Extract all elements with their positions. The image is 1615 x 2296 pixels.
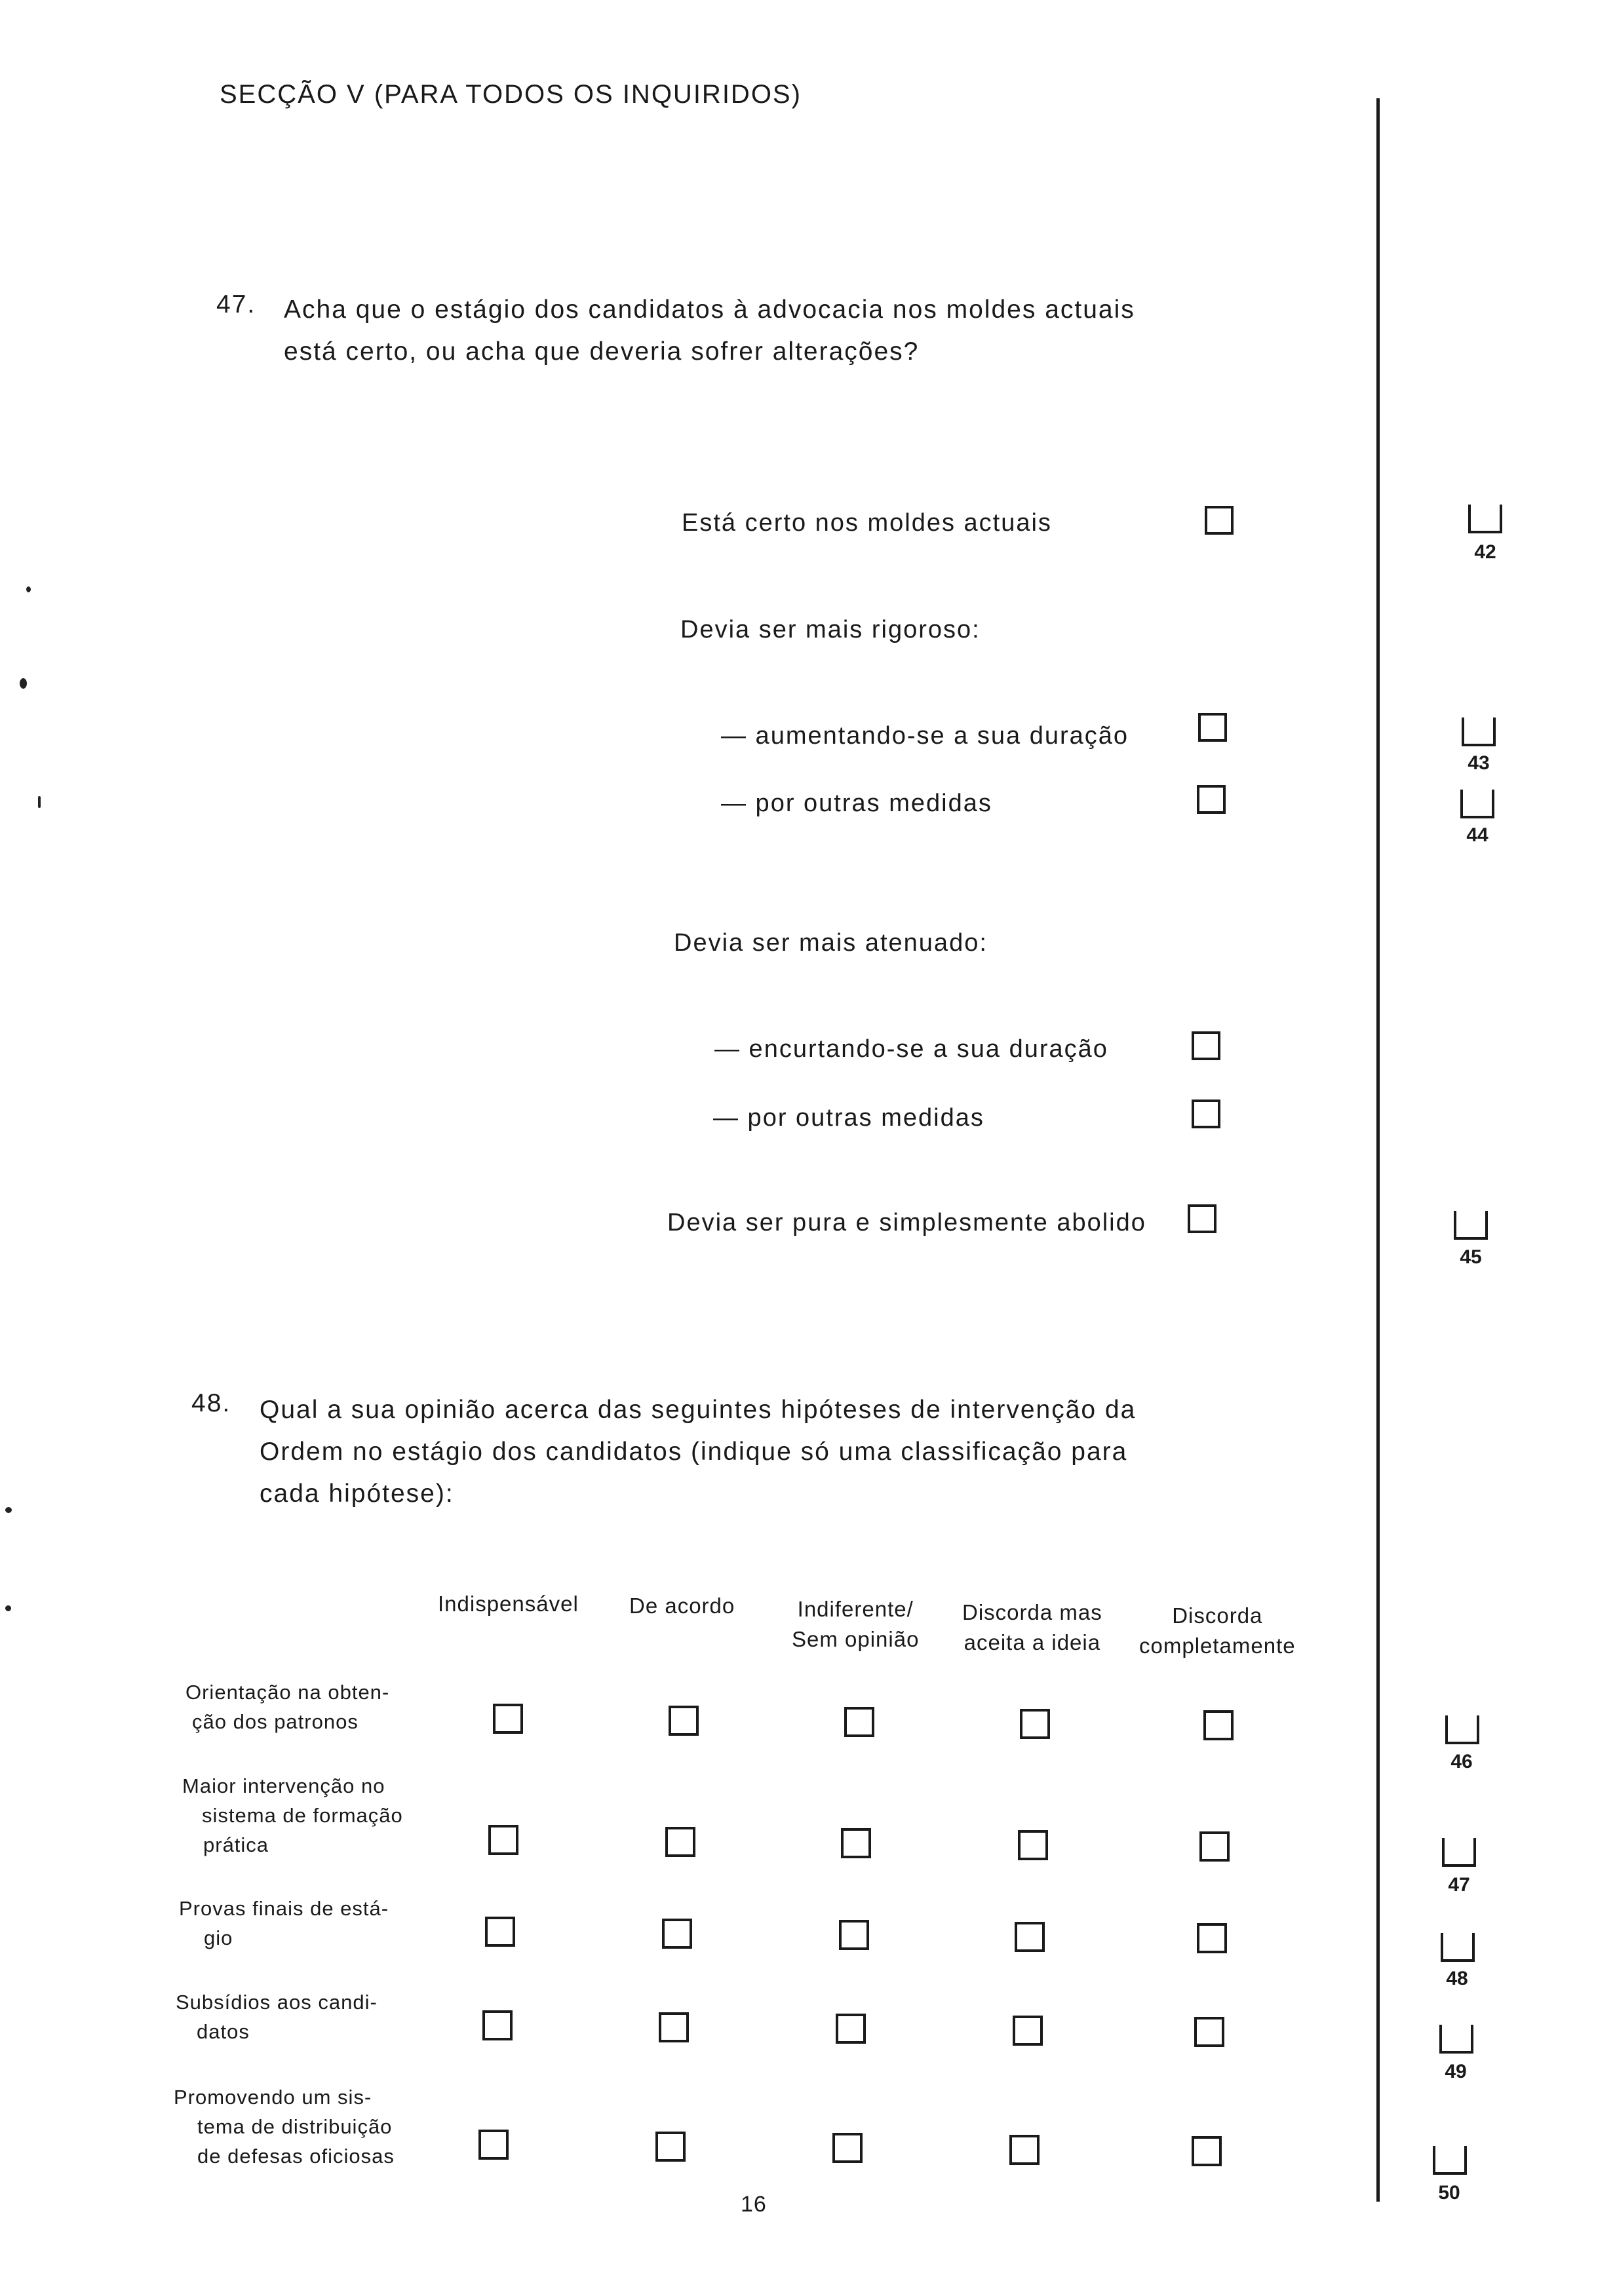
header-discorda-completamente-line1: Discorda xyxy=(1172,1603,1263,1628)
row-label-intervencao-line2: sistema de formação xyxy=(202,1804,403,1827)
row-label-orientacao-line2: ção dos patronos xyxy=(192,1710,359,1733)
checkbox-subsidios-discorda-mas[interactable] xyxy=(1013,2016,1043,2046)
header-de-acordo: De acordo xyxy=(629,1594,735,1618)
code-number-49: 49 xyxy=(1445,2061,1467,2082)
row-label-promovendo-line1: Promovendo um sis- xyxy=(174,2086,372,2109)
header-discorda-mas-line2: aceita a ideia xyxy=(963,1630,1101,1655)
row-label-intervencao xyxy=(182,1771,403,1860)
row-label-promovendo-line3: de defesas oficiosas xyxy=(197,2145,395,2168)
page-number: 16 xyxy=(741,2192,767,2217)
scan-speck xyxy=(26,586,31,592)
checkbox-promovendo-discorda-mas[interactable] xyxy=(1009,2135,1040,2165)
row-label-intervencao-line1: Maior intervenção no xyxy=(182,1774,385,1797)
q47-option-abolido-checkbox[interactable] xyxy=(1188,1204,1216,1233)
checkbox-intervencao-discorda-completamente[interactable] xyxy=(1199,1831,1230,1862)
code-number-43: 43 xyxy=(1468,752,1490,774)
code-box-43 xyxy=(1462,718,1496,746)
header-discorda-completamente xyxy=(1139,1601,1296,1661)
q48-text-line2: Ordem no estágio dos candidatos (indique só uma classificação para xyxy=(260,1438,1128,1466)
q47-option-encurtando-label: — encurtando-se a sua duração xyxy=(714,1035,1108,1063)
checkbox-orientacao-discorda-completamente[interactable] xyxy=(1203,1710,1234,1740)
q48-number: 48. xyxy=(191,1389,231,1417)
checkbox-subsidios-de-acordo[interactable] xyxy=(659,2012,689,2042)
checkbox-subsidios-discorda-completamente[interactable] xyxy=(1194,2017,1224,2047)
code-box-49 xyxy=(1439,2025,1473,2054)
checkbox-provas-indiferente[interactable] xyxy=(839,1920,869,1950)
checkbox-provas-discorda-mas[interactable] xyxy=(1015,1922,1045,1952)
scan-speck xyxy=(5,1605,11,1611)
section-title: SECÇÃO V (PARA TODOS OS INQUIRIDOS) xyxy=(220,80,802,109)
code-number-45: 45 xyxy=(1460,1246,1482,1268)
checkbox-intervencao-indiferente[interactable] xyxy=(841,1828,871,1858)
scan-speck xyxy=(38,796,41,808)
q48-text-line3: cada hipótese): xyxy=(260,1480,454,1508)
row-label-provas-line2: gio xyxy=(204,1926,233,1949)
row-label-provas-line1: Provas finais de está- xyxy=(179,1897,389,1920)
checkbox-promovendo-discorda-completamente[interactable] xyxy=(1192,2136,1222,2166)
row-label-subsidios xyxy=(176,1987,378,2046)
row-label-intervencao-line3: prática xyxy=(203,1833,269,1856)
code-number-50: 50 xyxy=(1438,2182,1460,2204)
q47-option-certo-checkbox[interactable] xyxy=(1205,506,1234,535)
checkbox-subsidios-indiferente[interactable] xyxy=(836,2014,866,2044)
q47-option-outras2-checkbox[interactable] xyxy=(1192,1100,1220,1128)
q48-text-line1: Qual a sua opinião acerca das seguintes hipóteses de intervenção da xyxy=(260,1396,1137,1424)
scan-speck xyxy=(20,678,27,689)
code-box-45 xyxy=(1454,1211,1488,1240)
q47-option-aumentando-label: — aumentando-se a sua duração xyxy=(721,722,1129,750)
header-discorda-mas xyxy=(962,1598,1102,1658)
scan-speck xyxy=(5,1507,12,1513)
code-number-42: 42 xyxy=(1474,541,1496,563)
row-label-provas xyxy=(179,1894,389,1953)
q47-option-certo-label: Está certo nos moldes actuais xyxy=(682,509,1052,537)
code-number-44: 44 xyxy=(1466,824,1489,846)
checkbox-intervencao-discorda-mas[interactable] xyxy=(1018,1830,1048,1860)
code-box-47 xyxy=(1442,1838,1476,1867)
checkbox-provas-discorda-completamente[interactable] xyxy=(1197,1923,1227,1953)
q47-option-outras1-label: — por outras medidas xyxy=(721,790,992,817)
header-indiferente xyxy=(792,1594,919,1655)
code-box-44 xyxy=(1460,790,1494,818)
header-indiferente-line2: Sem opinião xyxy=(792,1627,920,1651)
checkbox-intervencao-indispensavel[interactable] xyxy=(488,1825,518,1855)
checkbox-promovendo-indiferente[interactable] xyxy=(832,2133,863,2163)
row-label-subsidios-line1: Subsídios aos candi- xyxy=(176,1991,378,2014)
header-indispensavel: Indispensável xyxy=(438,1592,579,1616)
checkbox-subsidios-indispensavel[interactable] xyxy=(482,2010,513,2040)
q47-option-aumentando-checkbox[interactable] xyxy=(1198,713,1227,742)
q47-option-abolido-label: Devia ser pura e simplesmente abolido xyxy=(667,1209,1146,1236)
q47-text-line1: Acha que o estágio dos candidatos à advocacia nos moldes actuais xyxy=(284,296,1135,324)
checkbox-provas-indispensavel[interactable] xyxy=(485,1917,515,1947)
header-discorda-completamente-line2: completamente xyxy=(1139,1634,1296,1658)
code-number-47: 47 xyxy=(1448,1874,1470,1896)
q47-number: 47. xyxy=(216,290,256,318)
checkbox-orientacao-discorda-mas[interactable] xyxy=(1020,1709,1050,1739)
checkbox-orientacao-indispensavel[interactable] xyxy=(493,1704,523,1734)
checkbox-promovendo-de-acordo[interactable] xyxy=(655,2132,686,2162)
q47-option-outras2-label: — por outras medidas xyxy=(713,1104,984,1132)
checkbox-orientacao-de-acordo[interactable] xyxy=(669,1706,699,1736)
checkbox-provas-de-acordo[interactable] xyxy=(662,1919,692,1949)
checkbox-intervencao-de-acordo[interactable] xyxy=(665,1827,695,1857)
row-label-orientacao xyxy=(185,1677,389,1736)
code-number-46: 46 xyxy=(1450,1751,1473,1772)
q47-atenuado-header: Devia ser mais atenuado: xyxy=(674,929,988,957)
row-label-promovendo xyxy=(174,2082,395,2171)
row-label-orientacao-line1: Orientação na obten- xyxy=(185,1681,390,1704)
q47-option-outras1-checkbox[interactable] xyxy=(1197,785,1226,814)
code-box-42 xyxy=(1468,505,1502,533)
header-discorda-mas-line1: Discorda mas xyxy=(962,1600,1102,1624)
q47-option-encurtando-checkbox[interactable] xyxy=(1192,1031,1220,1060)
row-label-subsidios-line2: datos xyxy=(197,2020,250,2043)
checkbox-promovendo-indispensavel[interactable] xyxy=(478,2130,509,2160)
q47-rigoroso-header: Devia ser mais rigoroso: xyxy=(680,616,981,643)
code-box-46 xyxy=(1445,1715,1479,1744)
header-indiferente-line1: Indiferente/ xyxy=(797,1597,914,1621)
margin-rule xyxy=(1376,98,1380,2202)
code-number-48: 48 xyxy=(1446,1968,1468,1989)
q47-text-line2: está certo, ou acha que deveria sofrer alterações? xyxy=(284,337,920,366)
code-box-50 xyxy=(1433,2146,1467,2175)
row-label-promovendo-line2: tema de distribuição xyxy=(197,2115,393,2138)
code-box-48 xyxy=(1441,1933,1475,1962)
checkbox-orientacao-indiferente[interactable] xyxy=(844,1707,874,1737)
